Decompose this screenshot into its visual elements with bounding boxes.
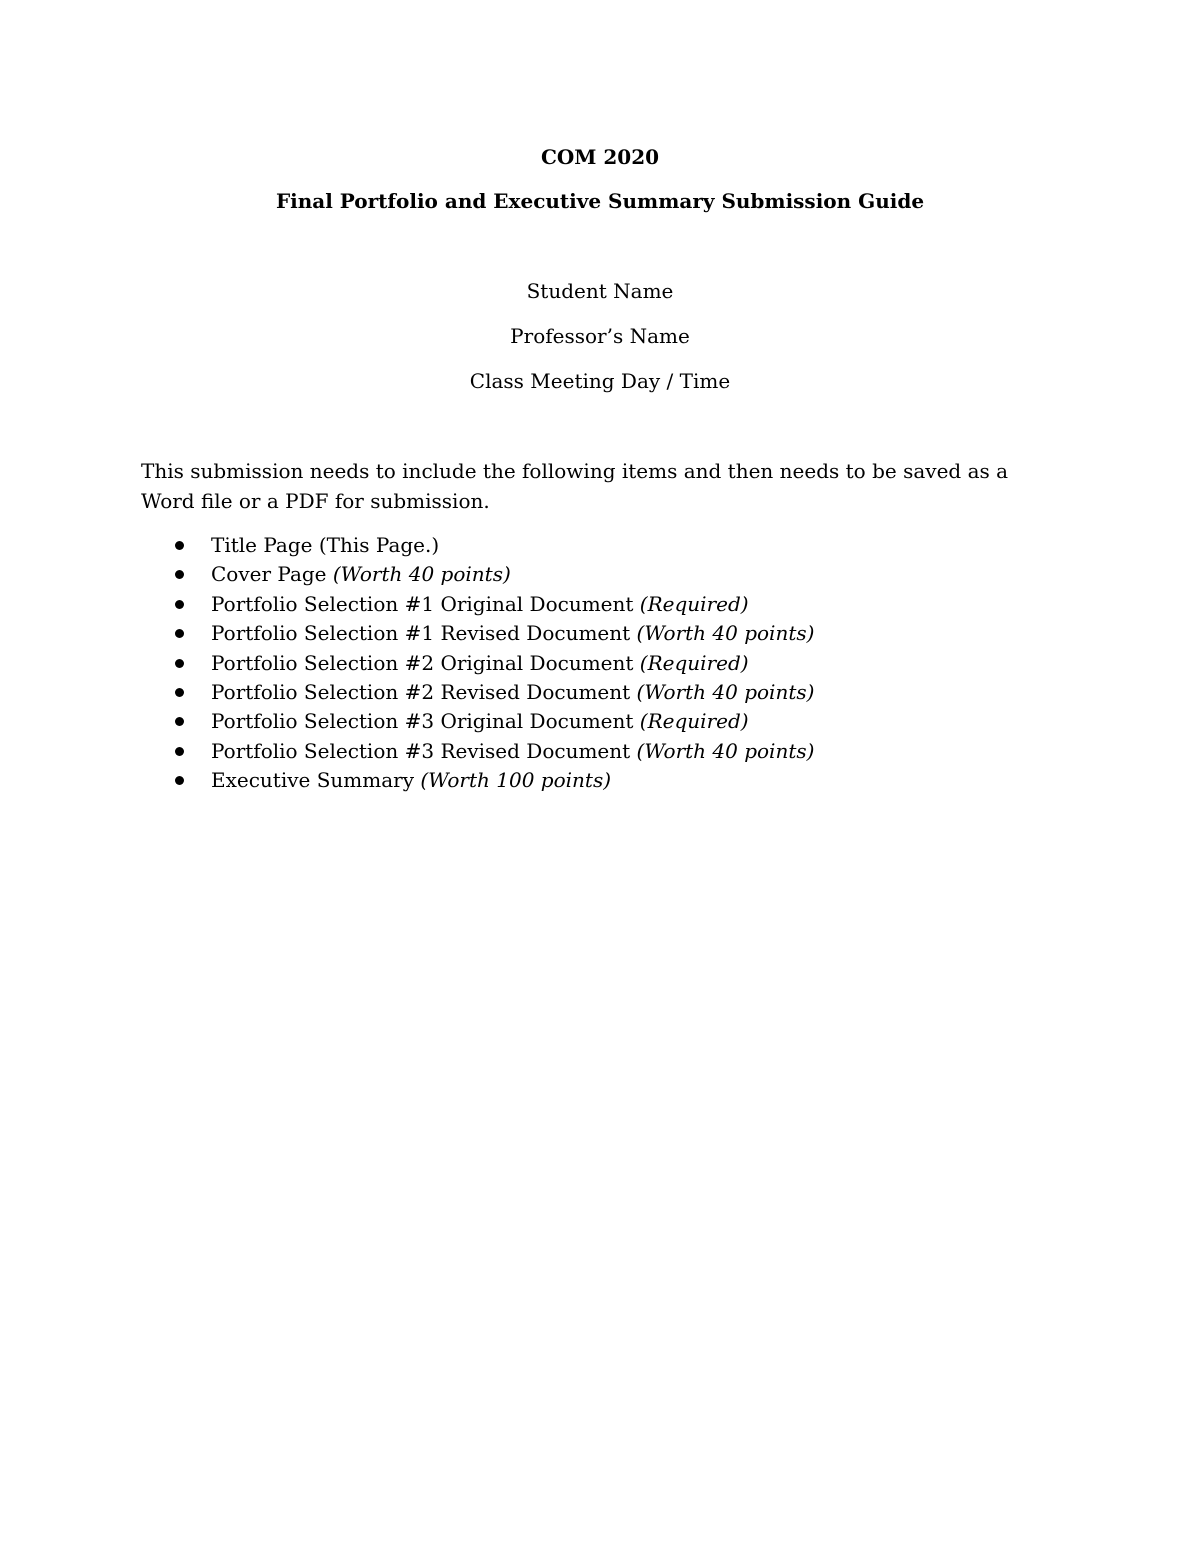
list-item	[0, 560, 1200, 589]
bullet-icon	[175, 541, 184, 550]
item-note: (Required)	[639, 591, 749, 616]
item-label: Cover Page	[211, 562, 333, 587]
bullet-icon	[175, 659, 184, 668]
course-code: COM 2020	[540, 145, 660, 169]
item-label: Portfolio Selection #2 Revised Document	[211, 679, 637, 704]
item-label: Executive Summary	[211, 768, 421, 793]
item-label: Portfolio Selection #1 Revised Document	[211, 621, 637, 646]
bullet-icon	[175, 717, 184, 726]
list-item	[0, 707, 1200, 736]
list-item	[0, 619, 1200, 648]
bullet-icon	[175, 747, 184, 756]
bullet-icon	[175, 688, 184, 697]
bullet-icon	[175, 600, 184, 609]
professor-name: Professor’s Name	[510, 324, 690, 348]
list-item	[0, 737, 1200, 766]
list-item	[0, 678, 1200, 707]
class-meeting-time: Class Meeting Day / Time	[469, 369, 731, 393]
item-note: (Worth 100 points)	[420, 768, 612, 793]
bullet-icon	[175, 570, 184, 579]
item-note: (Worth 40 points)	[332, 562, 511, 587]
list-item	[0, 766, 1200, 795]
student-name: Student Name	[526, 279, 674, 303]
intro-paragraph: This submission needs to include the following items and then needs to be saved as a Word file or a PDF for submission.	[141, 459, 1009, 513]
item-label: Portfolio Selection #1 Original Document	[211, 591, 640, 616]
item-note: (Worth 40 points)	[636, 621, 815, 646]
list-item	[0, 590, 1200, 619]
list-item	[0, 531, 1200, 560]
item-note: (Worth 40 points)	[636, 679, 815, 704]
bullet-icon	[175, 629, 184, 638]
item-label: Portfolio Selection #3 Revised Document	[211, 738, 637, 763]
item-note: (Required)	[639, 709, 749, 734]
submission-items-list	[0, 531, 1200, 796]
item-note: (Required)	[639, 650, 749, 675]
document-title: Final Portfolio and Executive Summary Submission Guide	[275, 189, 925, 213]
item-label: Portfolio Selection #3 Original Document	[211, 709, 640, 734]
item-note: (Worth 40 points)	[636, 738, 815, 763]
list-item	[0, 649, 1200, 678]
item-label: Title Page (This Page.)	[211, 533, 440, 557]
item-label: Portfolio Selection #2 Original Document	[211, 650, 640, 675]
bullet-icon	[175, 776, 184, 785]
